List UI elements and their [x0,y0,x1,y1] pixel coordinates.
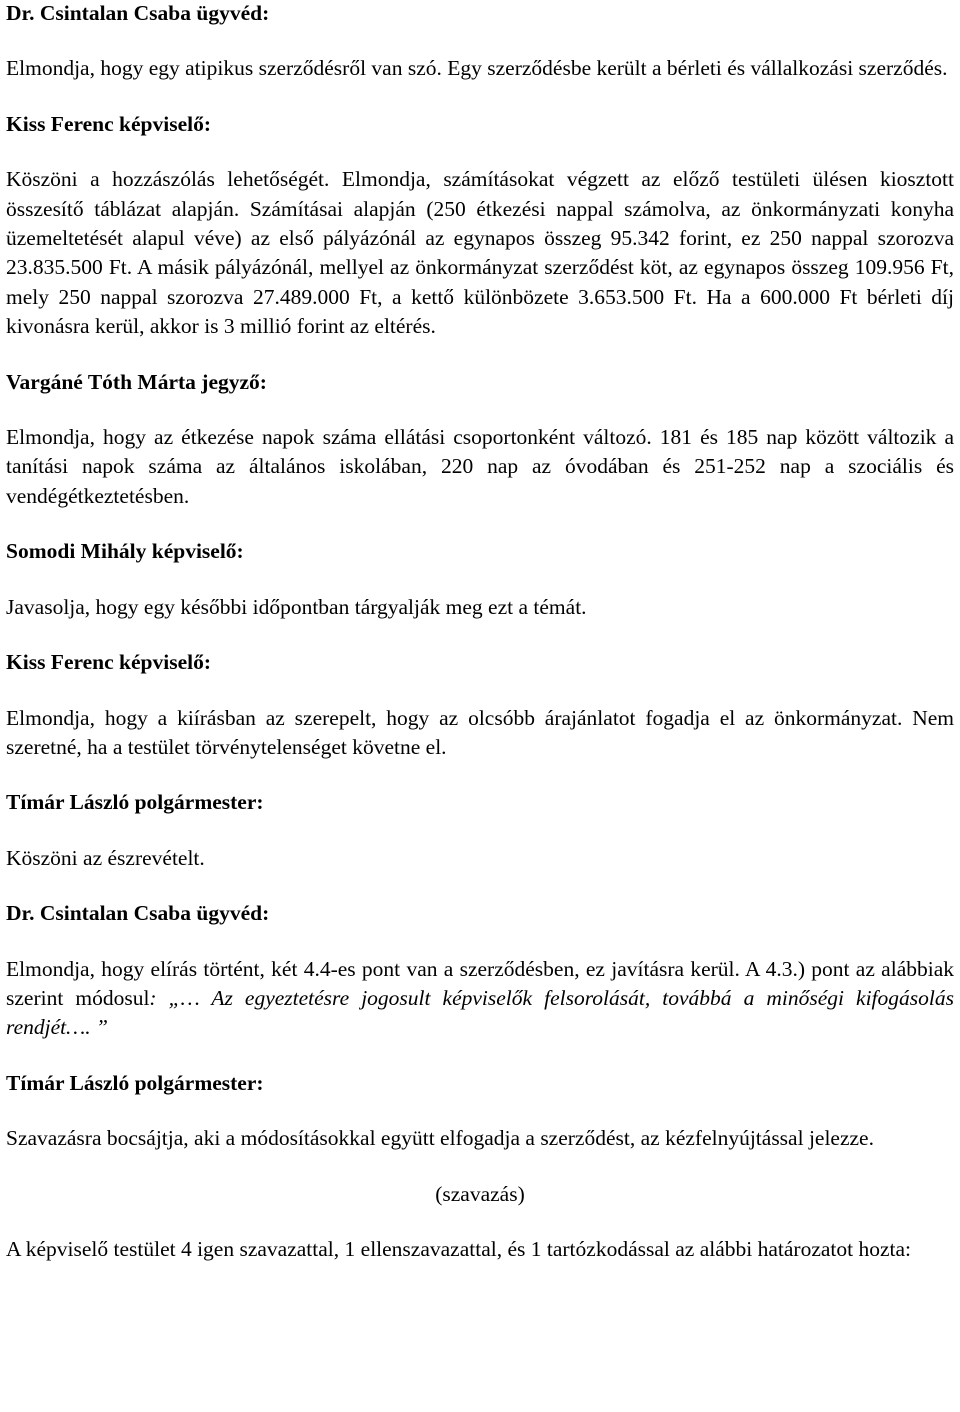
statement-7 [6,955,954,1043]
statement-1: Elmondja, hogy egy atipikus szerződésről van szó. Egy szerződésbe került a bérleti és vállalkozási szerződés. [6,56,948,81]
statement-6: Köszöni az észrevételt. [6,845,205,870]
statement-2: Köszöni a hozzászólás lehetőségét. Elmondja, számításokat végzett az előző testületi ülésen kiosztott összesítő táblázat alapján. Számításai alapján (250 étkezési nappal számolva, az önkormányzati konyha üzemeltetését alapul véve) az első pályázónál az egynapos összeg 95.342 forint, ez 250 nappal szorozva 23.835.500 Ft. A másik pályázónál, mellyel az önkormányzat szerződést köt, az egynapos összeg 109.956 Ft, mely 250 nappal szorozva 27.489.000 Ft, a kettő különbözete 3.653.500 Ft. Ha a 600.000 Ft bérleti díj kivonásra kerül, akkor is 3 millió forint az eltérés. [6,167,954,339]
statement-4: Javasolja, hogy egy későbbi időpontban tárgyalják meg ezt a témát. [6,594,587,619]
speaker-heading-4: Somodi Mihály képviselő: [6,539,244,564]
speaker-heading-7: Dr. Csintalan Csaba ügyvéd: [6,901,270,926]
statement-7-quote: : „… Az egyeztetésre jogosult képviselők felsorolását, továbbá a minőségi kifogásolás rendjét…. ” [6,985,954,1040]
speaker-heading-1: Dr. Csintalan Csaba ügyvéd: [6,1,270,25]
speaker-heading-5: Kiss Ferenc képviselő: [6,650,212,675]
statement-3: Elmondja, hogy az étkezése napok száma ellátási csoportonként változó. 181 és 185 nap között változik a tanítási napok száma az általános iskolában, 220 nap az óvodában és 251-252 nap a szociális és vendégétkeztetésben. [6,425,954,508]
speaker-heading-3: Vargáné Tóth Márta jegyző: [6,369,267,394]
statement-8: Szavazásra bocsájtja, aki a módosításokkal együtt elfogadja a szerződést, az kézfelnyújtással jelezze. [6,1126,874,1151]
vote-note: (szavazás) [435,1181,525,1206]
statement-7-text: Elmondja, hogy elírás történt, két 4.4-es pont van a szerződésben, ez javításra kerül. A 4.3.) pont az alábbiak szerint módosul [6,956,954,1010]
closing-statement: A képviselő testület 4 igen szavazattal, 1 ellenszavazattal, és 1 tartózkodással az alábbi határozatot hozta: [6,1236,912,1261]
speaker-heading-6: Tímár László polgármester: [6,790,264,815]
speaker-heading-8: Tímár László polgármester: [6,1070,264,1095]
speaker-heading-2: Kiss Ferenc képviselő: [6,111,212,136]
statement-5: Elmondja, hogy a kiírásban az szerepelt, hogy az olcsóbb árajánlatot fogadja el az önkormányzat. Nem szeretné, ha a testület törvénytelenséget követne el. [6,705,954,759]
